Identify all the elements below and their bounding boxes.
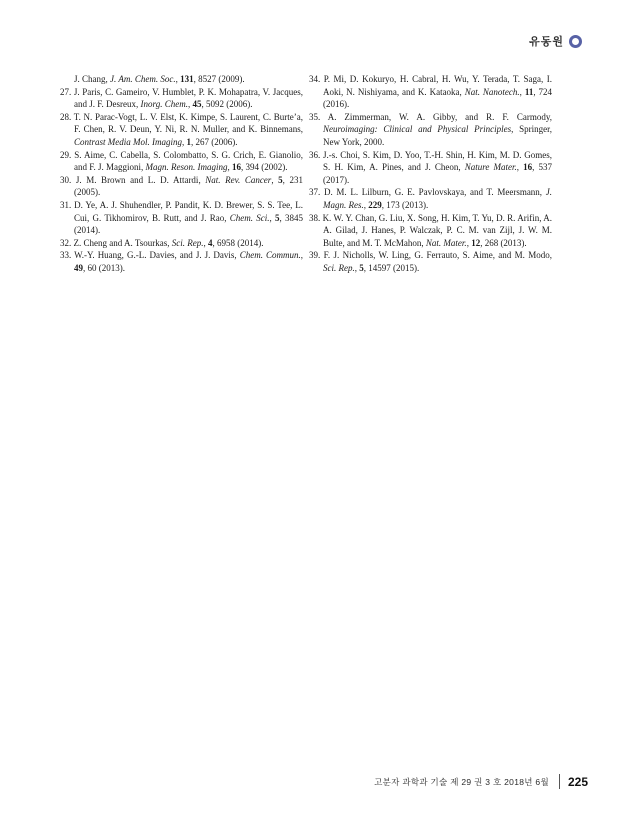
- reference-number: 38.: [309, 212, 323, 223]
- reference-item: 32. Z. Cheng and A. Tsourkas, Sci. Rep., 4, 6958 (2014).: [60, 237, 264, 248]
- reference-item: 33. W.-Y. Huang, G.-L. Davies, and J. J. Davis, Chem. Commun., 49, 60 (2013).: [60, 250, 304, 273]
- reference-item: J. Chang, J. Am. Chem. Soc., 131, 8527 (2009).: [74, 74, 245, 84]
- page-footer: [374, 774, 588, 789]
- reference-number: 39.: [309, 250, 324, 261]
- reference-number: 37.: [309, 187, 324, 198]
- ring-icon: [569, 35, 582, 48]
- reference-number: 27.: [60, 86, 74, 97]
- journal-issue-info: 고분자 과학과 기술 제 29 권 3 호 2018년 6월: [374, 776, 549, 787]
- reference-number: 28.: [60, 111, 74, 122]
- reference-item: 39. F. J. Nicholls, W. Ling, G. Ferrauto, S. Aime, and M. Modo, Sci. Rep., 5, 14597 (2015).: [309, 250, 553, 273]
- reference-number: 31.: [60, 199, 75, 210]
- references-column-right: [309, 73, 552, 275]
- page-number: 225: [567, 774, 588, 789]
- reference-number: 36.: [309, 149, 323, 160]
- reference-item: 37. D. M. L. Lilburn, G. E. Pavlovskaya, and T. Meersmann, J. Magn. Res., 229, 173 (2013).: [309, 187, 553, 210]
- reference-item: 30. J. M. Brown and L. D. Attardi, Nat. Rev. Cancer, 5, 231 (2005).: [60, 174, 304, 198]
- footer-divider: [559, 774, 560, 789]
- reference-item: 31. D. Ye, A. J. Shuhendler, P. Pandit, K. D. Brewer, S. S. Tee, L. Cui, G. Tikhomirov, B. Rutt, and J. Rao, Chem. Sci., 5, 3845 (2014).: [60, 199, 304, 236]
- reference-item: 38. K. W. Y. Chan, G. Liu, X. Song, H. Kim, T. Yu, D. R. Arifin, A. A. Gilad, J. Hanes, P. Walczak, P. C. M. van Zijl, J. W. M. Bulte, and M. T. McMahon, Nat. Mater., 12, 268 (2013).: [309, 212, 552, 248]
- references-section: [60, 73, 552, 275]
- reference-item: 36. J.-s. Choi, S. Kim, D. Yoo, T.-H. Shin, H. Kim, M. D. Gomes, S. H. Kim, A. Pines, and J. Cheon, Nature Mater., 16, 537 (2017).: [309, 149, 553, 185]
- reference-item: 35. A. Zimmerman, W. A. Gibby, and R. F. Carmody, Neuroimaging: Clinical and Physical Principles, Springer, New York, 2000.: [309, 111, 552, 147]
- references-column-left: [60, 73, 303, 275]
- reference-number: 29.: [60, 149, 75, 160]
- reference-number: 35.: [309, 111, 328, 122]
- reference-item: 27. J. Paris, C. Gameiro, V. Humblet, P. K. Mohapatra, V. Jacques, and J. F. Desreux, Inorg. Chem., 45, 5092 (2006).: [60, 86, 303, 110]
- running-head-author: 유동원: [529, 36, 564, 48]
- reference-number: 34.: [309, 74, 324, 84]
- reference-item: 34. P. Mi, D. Kokuryo, H. Cabral, H. Wu, Y. Terada, T. Saga, I. Aoki, N. Nishiyama, and K. Kataoka, Nat. Nanotech., 11, 724 (2016).: [309, 74, 553, 110]
- reference-number: 33.: [60, 250, 75, 261]
- reference-item: 28. T. N. Parac-Vogt, L. V. Elst, K. Kimpe, S. Laurent, C. Burte’a, F. Chen, R. V. Deun, Y. Ni, R. N. Muller, and K. Binnemans, Contrast Media Mol. Imaging, 1, 267 (2006).: [60, 111, 303, 147]
- reference-number: 30.: [60, 174, 76, 185]
- page-header: [529, 33, 582, 49]
- reference-item: 29. S. Aime, C. Cabella, S. Colombatto, S. G. Crich, E. Gianolio, and F. J. Maggioni, Magn. Reson. Imaging, 16, 394 (2002).: [60, 149, 303, 173]
- reference-number: 32.: [60, 237, 74, 248]
